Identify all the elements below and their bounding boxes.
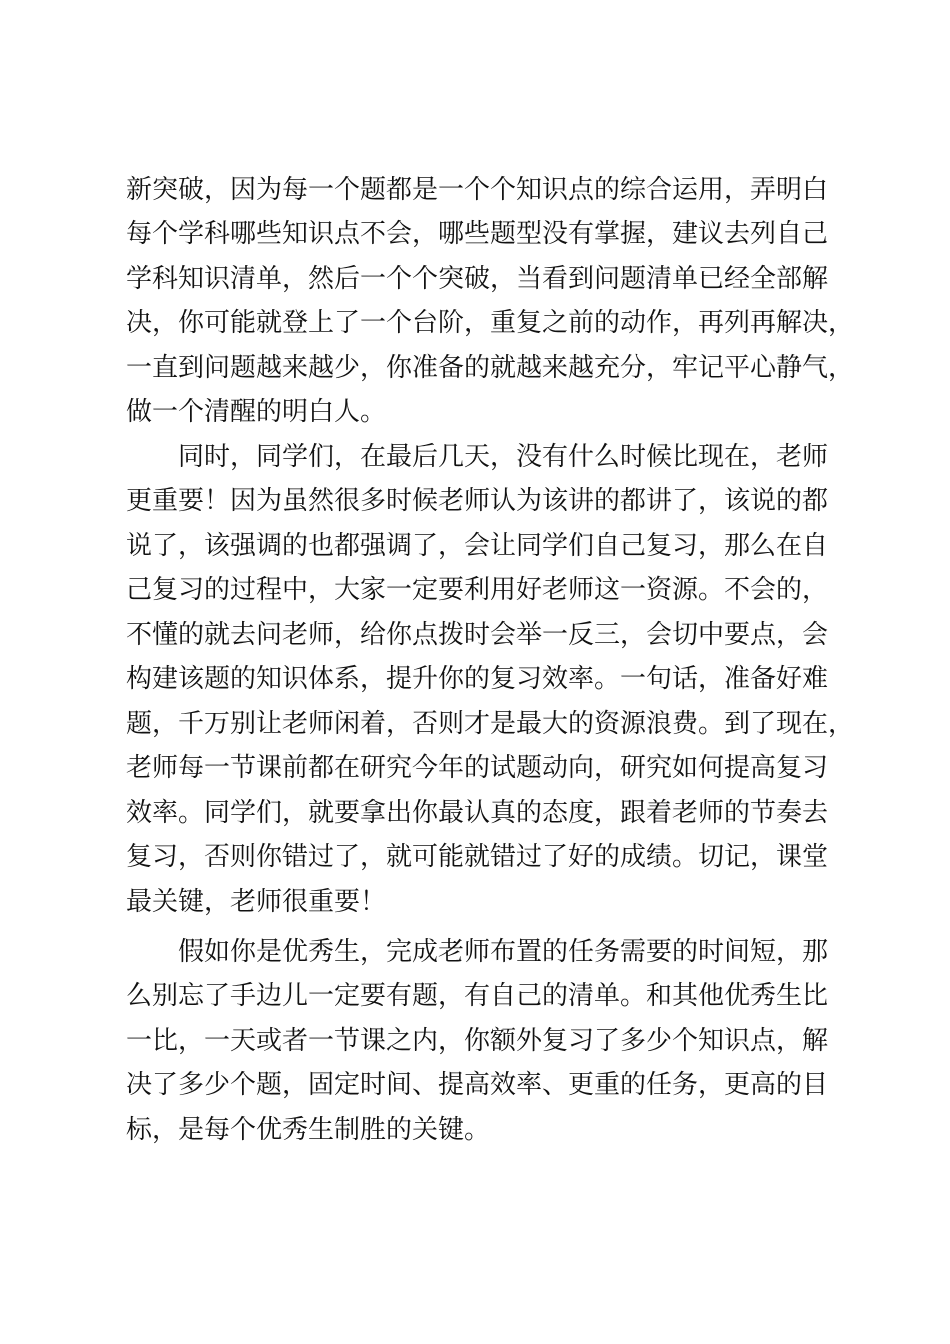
text-line: 一直到问题越来越少，你准备的就越来越充分，牢记平心静气， bbox=[126, 353, 855, 383]
text-line: 不懂的就去问老师，给你点拨时会举一反三，会切中要点，会 bbox=[126, 620, 829, 650]
text-line: 学科知识清单，然后一个个突破，当看到问题清单已经全部解 bbox=[126, 264, 829, 294]
text-line: 一比，一天或者一节课之内，你额外复习了多少个知识点，解 bbox=[126, 1026, 829, 1056]
paragraph-first-line: 假如你是优秀生，完成老师布置的任务需要的时间短，那 bbox=[178, 937, 829, 967]
text-line: 么别忘了手边儿一定要有题，有自己的清单。和其他优秀生比 bbox=[126, 981, 829, 1011]
text-line: 新突破，因为每一个题都是一个个知识点的综合运用，弄明白 bbox=[126, 175, 829, 205]
text-line: 构建该题的知识体系，提升你的复习效率。一句话，准备好难 bbox=[126, 664, 829, 694]
text-line: 更重要！因为虽然很多时候老师认为该讲的都讲了，该说的都 bbox=[126, 486, 829, 516]
text-line: 每个学科哪些知识点不会，哪些题型没有掌握，建议去列自己 bbox=[126, 219, 829, 249]
text-line: 决，你可能就登上了一个台阶，重复之前的动作，再列再解决， bbox=[126, 308, 855, 338]
text-line: 效率。同学们，就要拿出你最认真的态度，跟着老师的节奏去 bbox=[126, 798, 829, 828]
text-line: 最关键，老师很重要！ bbox=[126, 887, 387, 917]
text-line: 做一个清醒的明白人。 bbox=[126, 397, 387, 427]
text-line: 复习，否则你错过了，就可能就错过了好的成绩。切记，课堂 bbox=[126, 842, 829, 872]
text-line: 题，千万别让老师闲着，否则才是最大的资源浪费。到了现在， bbox=[126, 709, 855, 739]
text-line: 标，是每个优秀生制胜的关键。 bbox=[126, 1115, 491, 1145]
text-line: 老师每一节课前都在研究今年的试题动向，研究如何提高复习 bbox=[126, 753, 829, 783]
paragraph-first-line: 同时，同学们，在最后几天，没有什么时候比现在，老师 bbox=[178, 442, 829, 472]
text-line: 说了，该强调的也都强调了，会让同学们自己复习，那么在自 bbox=[126, 531, 829, 561]
text-line: 己复习的过程中，大家一定要利用好老师这一资源。不会的， bbox=[126, 575, 829, 605]
text-line: 决了多少个题，固定时间、提高效率、更重的任务，更高的目 bbox=[126, 1070, 829, 1100]
